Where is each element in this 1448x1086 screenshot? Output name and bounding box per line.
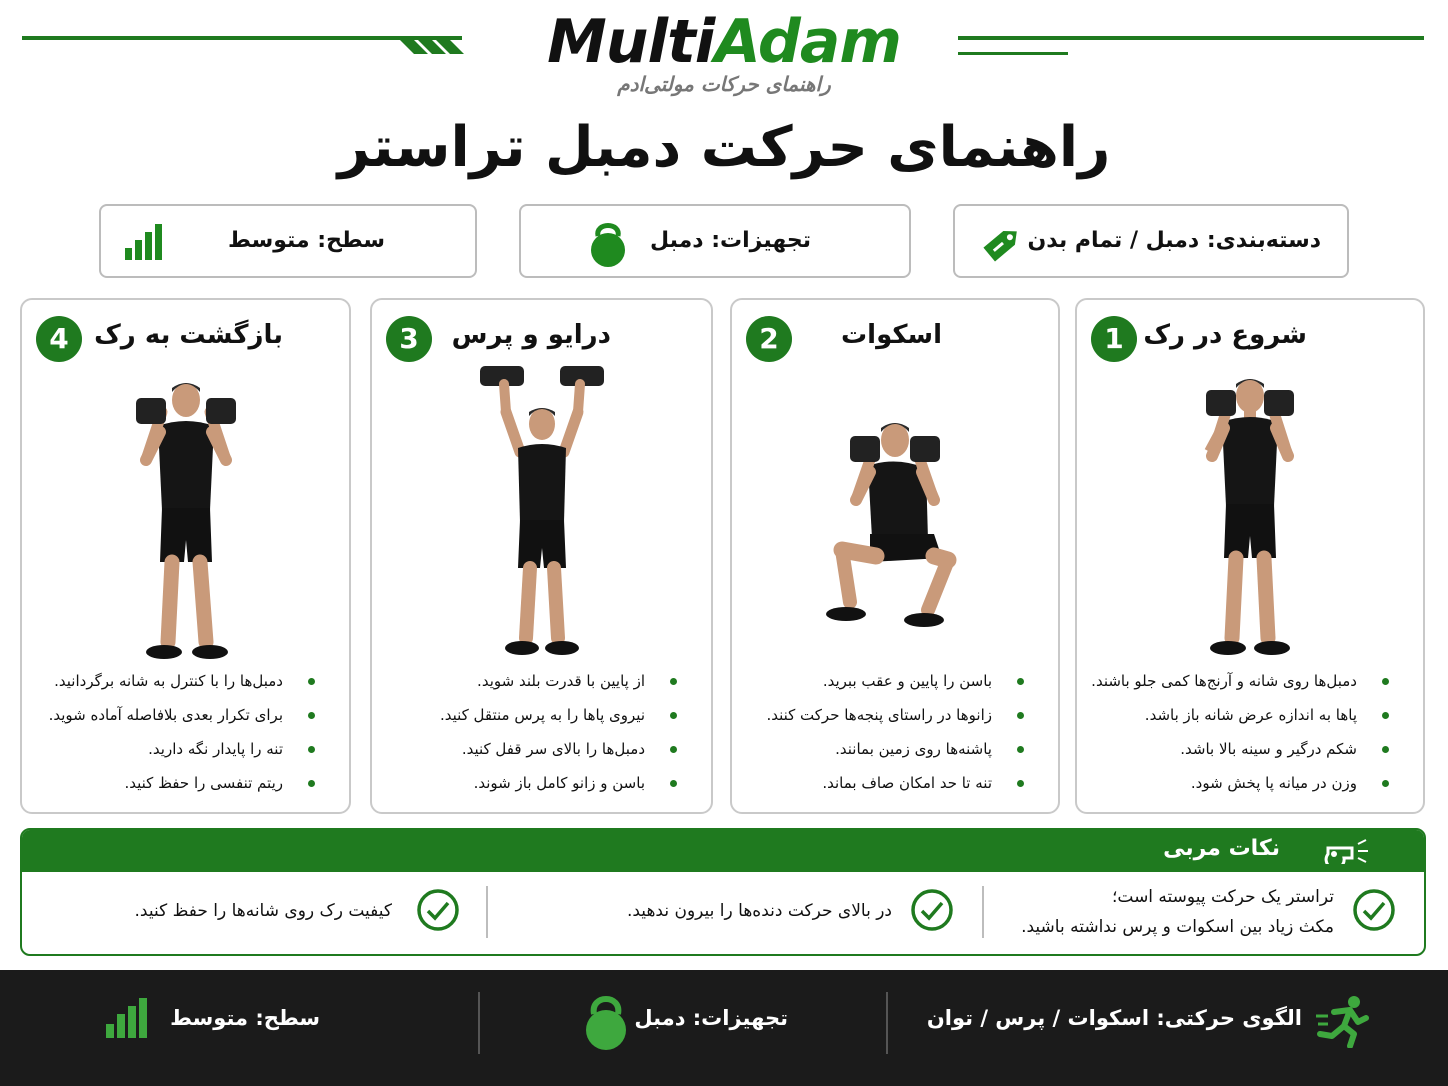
list-item: زانوها در راستای پنجه‌ها حرکت کنند. <box>750 698 1040 732</box>
step-card-4 <box>20 298 351 814</box>
step-bullet-list <box>750 664 1040 800</box>
tip-divider <box>982 886 984 938</box>
coach-tip-1 <box>954 882 1334 946</box>
step-number-badge: 1 <box>1091 316 1137 362</box>
check-circle-icon <box>910 888 954 932</box>
bullet-dot-icon <box>670 712 677 719</box>
coach-tip-3 <box>82 882 392 946</box>
bullet-dot-icon <box>1382 780 1389 787</box>
list-item: پاها به اندازه عرض شانه باز باشد. <box>1095 698 1405 732</box>
bullet-dot-icon <box>670 746 677 753</box>
coach-tip-2 <box>562 882 892 946</box>
category-label: دسته‌بندی: دمبل / تمام بدن <box>1027 228 1321 253</box>
list-item: باسن را پایین و عقب ببرید. <box>750 664 1040 698</box>
coach-tip-line: در بالای حرکت دنده‌ها را بیرون ندهید. <box>626 901 892 921</box>
footer-divider <box>886 992 888 1054</box>
bullet-dot-icon <box>308 678 315 685</box>
tag-icon <box>979 220 1027 266</box>
list-item: نیروی پاها را به پرس منتقل کنید. <box>390 698 693 732</box>
footer-bar <box>0 970 1448 1086</box>
check-circle-icon <box>1352 888 1396 932</box>
coach-tip-line: کیفیت رک روی شانه‌ها را حفظ کنید. <box>134 901 392 921</box>
list-item: شکم درگیر و سینه بالا باشد. <box>1095 732 1405 766</box>
list-item: از پایین با قدرت بلند شوید. <box>390 664 693 698</box>
step-card-1 <box>1075 298 1425 814</box>
list-item: باسن و زانو کامل باز شوند. <box>390 766 693 800</box>
list-item: دمبل‌ها را با کنترل به شانه برگردانید. <box>40 664 331 698</box>
brand-subtitle: راهنمای حرکات مولتی‌ادم <box>617 72 831 96</box>
kettlebell-icon <box>584 990 628 1052</box>
running-person-icon <box>1314 994 1372 1048</box>
bullet-dot-icon <box>670 678 677 685</box>
tip-divider <box>486 886 488 938</box>
step-title: شروع در رک <box>1143 320 1307 350</box>
bullet-dot-icon <box>1382 746 1389 753</box>
step-number-badge: 3 <box>386 316 432 362</box>
step-title: اسکوات <box>841 320 942 350</box>
brand-logo <box>0 6 1448 78</box>
step-bullet-list <box>40 664 331 800</box>
list-item: وزن در میانه پا پخش شود. <box>1095 766 1405 800</box>
bullet-dot-icon <box>1017 678 1024 685</box>
step-number-badge: 2 <box>746 316 792 362</box>
level-bars-icon <box>104 996 148 1040</box>
whistle-icon <box>1324 838 1370 864</box>
brand-name-part1: Multi <box>547 7 715 77</box>
list-item: ریتم تنفسی را حفظ کنید. <box>40 766 331 800</box>
list-item: تنه تا حد امکان صاف بماند. <box>750 766 1040 800</box>
athlete-return-to-rack-illustration <box>106 370 266 670</box>
bullet-dot-icon <box>1017 746 1024 753</box>
step-title: بازگشت به رک <box>94 320 283 350</box>
coach-tips-panel <box>20 828 1426 956</box>
footer-movement-pattern: الگوی حرکتی: اسکوات / پرس / توان <box>926 1006 1302 1030</box>
bullet-dot-icon <box>308 780 315 787</box>
bullet-dot-icon <box>1382 678 1389 685</box>
equipment-label: تجهیزات: دمبل <box>650 228 811 253</box>
coach-tip-line: مکث زیاد بین اسکوات و پرس نداشته باشید. <box>1021 917 1334 937</box>
footer-level: سطح: متوسط <box>170 1006 320 1030</box>
athlete-overhead-press-illustration <box>472 362 612 662</box>
bullet-dot-icon <box>1382 712 1389 719</box>
step-card-3 <box>370 298 713 814</box>
info-box-level <box>99 204 477 278</box>
level-bars-icon <box>123 222 163 262</box>
kettlebell-icon <box>587 218 629 268</box>
info-box-category <box>953 204 1349 278</box>
step-title: درایو و پرس <box>451 320 611 350</box>
athlete-squat-illustration <box>810 410 980 650</box>
list-item: برای تکرار بعدی بلافاصله آماده شوید. <box>40 698 331 732</box>
step-bullet-list <box>1091 664 1405 800</box>
bullet-dot-icon <box>1017 780 1024 787</box>
athlete-rack-position-illustration <box>1170 366 1330 666</box>
coach-tips-title: نکات مربی <box>1163 836 1280 861</box>
list-item: پاشنه‌ها روی زمین بمانند. <box>750 732 1040 766</box>
bullet-dot-icon <box>670 780 677 787</box>
step-bullet-list <box>390 664 693 800</box>
footer-divider <box>478 992 480 1054</box>
level-label: سطح: متوسط <box>228 228 385 253</box>
info-box-equipment <box>519 204 911 278</box>
bullet-dot-icon <box>308 746 315 753</box>
list-item: تنه را پایدار نگه دارید. <box>40 732 331 766</box>
list-item: دمبل‌ها را بالای سر قفل کنید. <box>390 732 693 766</box>
list-item: دمبل‌ها روی شانه و آرنج‌ها کمی جلو باشند. <box>1095 664 1405 698</box>
page-title: راهنمای حرکت دمبل تراستر <box>337 115 1111 180</box>
bullet-dot-icon <box>1017 712 1024 719</box>
step-number-badge: 4 <box>36 316 82 362</box>
coach-tip-line: تراستر یک حرکت پیوسته است؛ <box>1111 887 1334 907</box>
brand-name-part2: Adam <box>714 7 901 77</box>
footer-equipment: تجهیزات: دمبل <box>634 1006 788 1030</box>
check-circle-icon <box>416 888 460 932</box>
bullet-dot-icon <box>308 712 315 719</box>
step-card-2 <box>730 298 1060 814</box>
